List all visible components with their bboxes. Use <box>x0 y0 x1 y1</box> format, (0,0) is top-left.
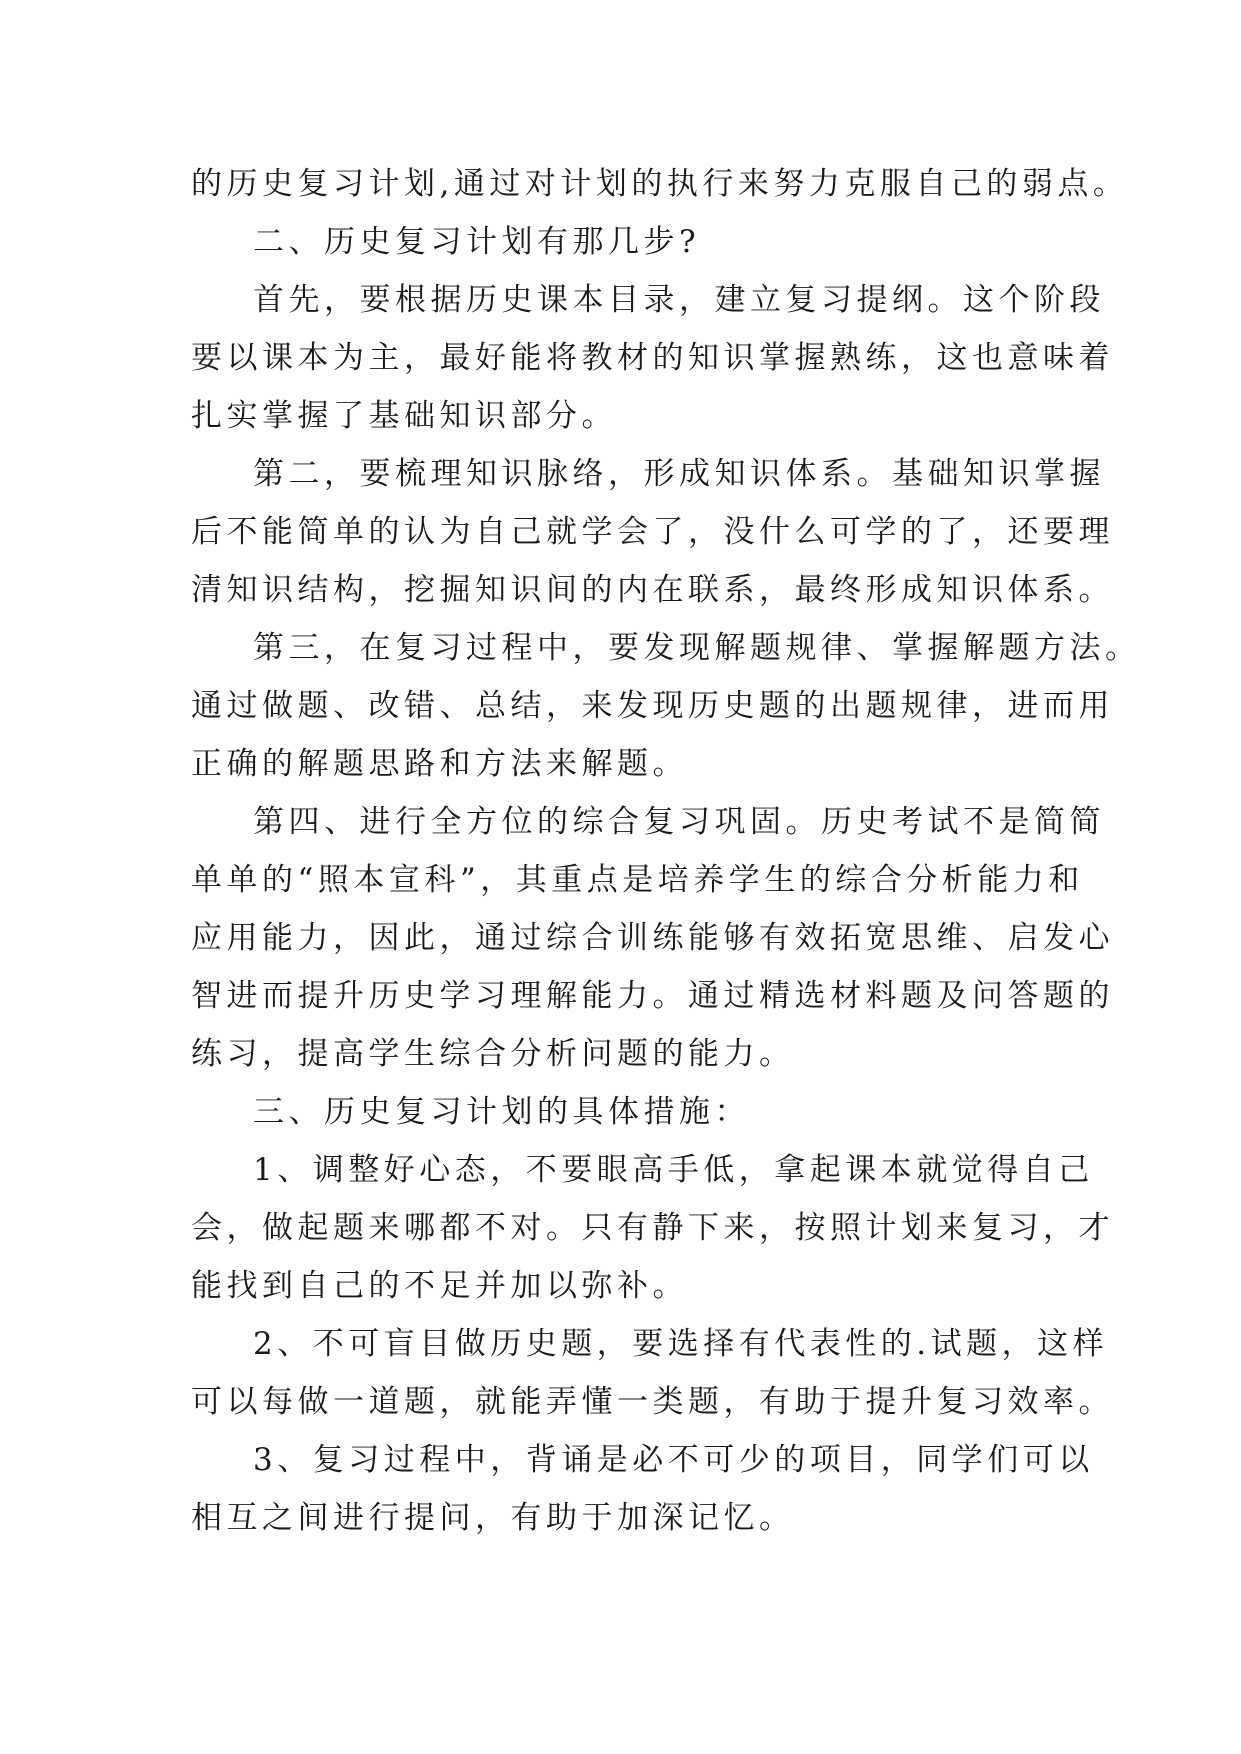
body-text <box>191 155 1141 1547</box>
text-line: 二、历史复习计划有那几步? <box>253 224 701 260</box>
text-line: 单单的“照本宣科”，其重点是培养学生的综合分析能力和 <box>191 862 1084 898</box>
text-line: 相互之间进行提问，有助于加深记忆。 <box>191 1500 795 1536</box>
text-line: 应用能力，因此，通过综合训练能够有效拓宽思维、启发心 <box>191 920 1114 956</box>
text-line: 第二，要梳理知识脉络，形成知识体系。基础知识掌握 <box>253 456 1105 492</box>
text-line: 第三，在复习过程中，要发现解题规律、掌握解题方法。 <box>253 630 1141 666</box>
text-line: 智进而提升历史学习理解能力。通过精选材料题及问答题的 <box>191 978 1114 1014</box>
text-line: 通过做题、改错、总结，来发现历史题的出题规律，进而用 <box>191 688 1114 724</box>
text-line: 三、历史复习计划的具体措施： <box>253 1094 750 1130</box>
text-line: 的历史复习计划,通过对计划的执行来努力克服自己的弱点。 <box>191 166 1129 202</box>
text-line: 会，做起题来哪都不对。只有静下来，按照计划来复习，才 <box>191 1210 1114 1246</box>
text-line: 清知识结构，挖掘知识间的内在联系，最终形成知识体系。 <box>191 572 1114 608</box>
text-line: 1、调整好心态，不要眼高手低，拿起课本就觉得自己 <box>253 1152 1094 1188</box>
text-line: 首先，要根据历史课本目录，建立复习提纲。这个阶段 <box>253 282 1105 318</box>
text-line: 能找到自己的不足并加以弥补。 <box>191 1268 688 1304</box>
text-line: 3、复习过程中，背诵是必不可少的项目，同学们可以 <box>253 1442 1094 1478</box>
text-line: 第四、进行全方位的综合复习巩固。历史考试不是简简 <box>253 804 1105 840</box>
text-line: 后不能简单的认为自己就学会了，没什么可学的了，还要理 <box>191 514 1114 550</box>
text-line: 可以每做一道题，就能弄懂一类题，有助于提升复习效率。 <box>191 1384 1114 1420</box>
text-line: 正确的解题思路和方法来解题。 <box>191 746 688 782</box>
text-line: 练习，提高学生综合分析问题的能力。 <box>191 1036 795 1072</box>
text-line: 扎实掌握了基础知识部分。 <box>191 398 617 434</box>
text-line: 要以课本为主，最好能将教材的知识掌握熟练，这也意味着 <box>191 340 1114 376</box>
text-line: 2、不可盲目做历史题，要选择有代表性的.试题，这样 <box>253 1326 1109 1362</box>
